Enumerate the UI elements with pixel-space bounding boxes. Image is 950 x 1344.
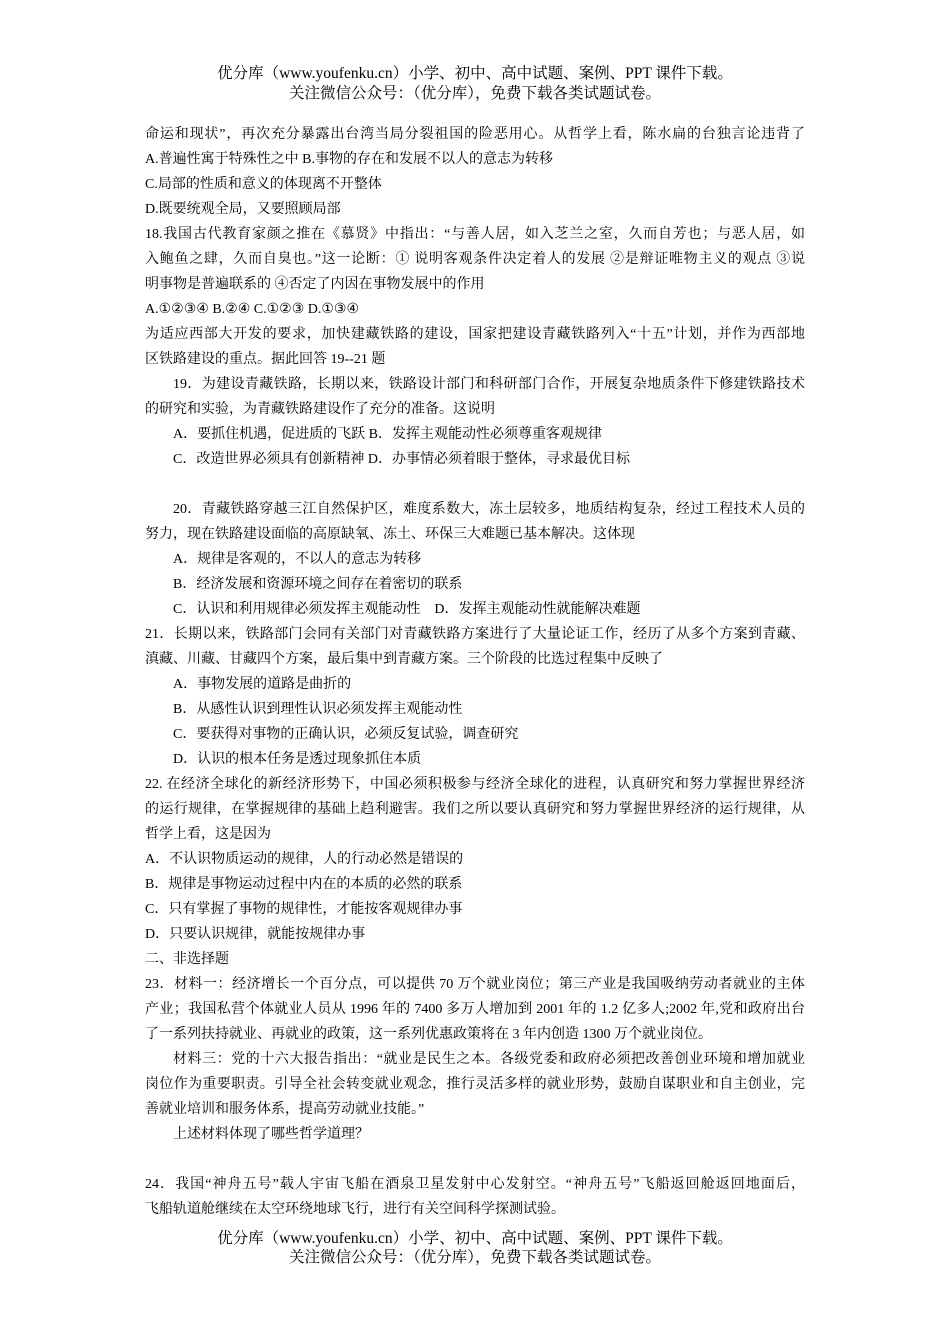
q22-option-b: B．规律是事物运动过程中内在的本质的必然的联系 — [145, 877, 463, 892]
spacer — [145, 1147, 805, 1172]
q17-option-c: C.局部的性质和意义的体现离不开整体 — [145, 177, 382, 192]
q17-stem-tail: 命运和现状”，再次充分暴露出台湾当局分裂祖国的险恶用心。从哲学上看，陈水扁的台独言论违背了 — [145, 127, 805, 142]
q21-option-b: B．从感性认识到理性认识必须发挥主观能动性 — [173, 702, 463, 717]
q19-options-a-b: A．要抓住机遇，促进质的飞跃 B．发挥主观能动性必须尊重客观规律 — [173, 427, 602, 442]
q18-options: A.①②③④ B.②④ C.①②③ D.①③④ — [145, 302, 360, 317]
section-2-title: 二、非选择题 — [145, 952, 229, 967]
exam-content — [145, 122, 805, 1222]
q21-stem-line: 21．长期以来，铁路部门会同有关部门对青藏铁路方案进行了大量论证工作，经历了从多个方案到青藏、 — [145, 627, 805, 642]
q19-stem-line: 的研究和实验，为青藏铁路建设作了充分的准备。这说明 — [145, 402, 495, 417]
q22-stem-line: 哲学上看，这是因为 — [145, 827, 271, 842]
q18-stem-line: 入鲍鱼之肆，久而自臭也。”这一论断：① 说明客观条件决定着人的发展 ②是辩证唯物主义的观点 ③说 — [145, 252, 805, 267]
q22-option-d: D．只要认识规律，就能按规律办事 — [145, 927, 366, 942]
q19-stem-line: 19．为建设青藏铁路，长期以来，铁路设计部门和科研部门合作，开展复杂地质条件下修建铁路技术 — [173, 377, 805, 392]
q23-material-3-line: 善就业培训和服务体系，提高劳动就业技能。” — [145, 1102, 425, 1117]
spacer — [145, 472, 805, 497]
intro-19-21-line: 区铁路建设的重点。据此回答 19--21 题 — [145, 352, 386, 367]
q21-option-a: A．事物发展的道路是曲折的 — [173, 677, 352, 692]
q22-option-a: A．不认识物质运动的规律，人的行动必然是错误的 — [145, 852, 464, 867]
q23-material-1-line: 了一系列扶持就业、再就业的政策，这一系列优惠政策将在 3 年内创造 1300 万个就业岗位。 — [145, 1027, 712, 1042]
q21-stem-line: 滇藏、川藏、甘藏四个方案，最后集中到青藏方案。三个阶段的比选过程集中反映了 — [145, 652, 663, 667]
q20-options-c-d: C．认识和利用规律必须发挥主观能动性 D．发挥主观能动性就能解决难题 — [173, 602, 641, 617]
page-footer — [0, 1229, 950, 1267]
q20-option-b: B．经济发展和资源环境之间存在着密切的联系 — [173, 577, 463, 592]
q23-question: 上述材料体现了哪些哲学道理？ — [173, 1127, 369, 1142]
q19-options-c-d: C．改造世界必须具有创新精神 D．办事情必须着眼于整体，寻求最优目标 — [173, 452, 630, 467]
page-header — [0, 64, 950, 104]
q21-option-c: C．要获得对事物的正确认识，必须反复试验，调查研究 — [173, 727, 519, 742]
q23-material-3-line: 材料三：党的十六大报告指出：“就业是民生之本。各级党委和政府必须把改善创业环境和增加就业 — [173, 1052, 805, 1067]
q21-option-d: D．认识的根本任务是透过现象抓住本质 — [173, 752, 422, 767]
intro-19-21-line: 为适应西部大开发的要求，加快建藏铁路的建设，国家把建设青藏铁路列入“十五”计划，并作为西部地 — [145, 327, 805, 342]
q24-stem-line: 24．我国“神舟五号”载人宇宙飞船在酒泉卫星发射中心发射空。“神舟五号”飞船返回舱返回地面后， — [145, 1177, 805, 1192]
q20-stem-line: 20．青藏铁路穿越三江自然保护区，难度系数大，冻土层较多，地质结构复杂，经过工程技术人员的 — [173, 502, 805, 517]
q20-stem-line: 努力，现在铁路建设面临的高原缺氧、冻土、环保三大难题已基本解决。这体现 — [145, 527, 635, 542]
footer-site-line: 优分库（www.youfenku.cn）小学、初中、高中试题、案例、PPT 课件下载。 — [217, 1230, 733, 1247]
q18-stem-line: 明事物是普遍联系的 ④否定了内因在事物发展中的作用 — [145, 277, 485, 292]
header-site-line: 优分库（www.youfenku.cn）小学、初中、高中试题、案例、PPT 课件下载。 — [217, 65, 733, 82]
q17-options-a-b: A.普遍性寓于特殊性之中 B.事物的存在和发展不以人的意志为转移 — [145, 152, 553, 167]
q23-material-1-line: 23．材料一：经济增长一个百分点，可以提供 70 万个就业岗位；第三产业是我国吸纳劳动者就业的主体 — [145, 977, 805, 992]
header-wechat-line: 关注微信公众号：（优分库），免费下载各类试题试卷。 — [288, 85, 661, 102]
q20-option-a: A．规律是客观的，不以人的意志为转移 — [173, 552, 422, 567]
q22-stem-line: 22. 在经济全球化的新经济形势下，中国必须积极参与经济全球化的进程，认真研究和努力掌握世界经济 — [145, 777, 805, 792]
q18-stem-line: 18.我国古代教育家颜之推在《慕贤》中指出：“与善人居，如入芝兰之室，久而自芳也；与恶人居，如 — [145, 227, 805, 242]
q22-stem-line: 的运行规律，在掌握规律的基础上趋利避害。我们之所以要认真研究和努力掌握世界经济的运行规律，从 — [145, 802, 805, 817]
q23-material-1-line: 产业；我国私营个体就业人员从 1996 年的 7400 多万人增加到 2001 年的 1.2 亿多人;2002 年,党和政府出台 — [145, 1002, 805, 1017]
q22-option-c: C．只有掌握了事物的规律性，才能按客观规律办事 — [145, 902, 463, 917]
footer-wechat-line: 关注微信公众号：（优分库），免费下载各类试题试卷。 — [288, 1249, 661, 1266]
q23-material-3-line: 岗位作为重要职责。引导全社会转变就业观念，推行灵活多样的就业形势，鼓励自谋职业和自主创业，完 — [145, 1077, 805, 1092]
q17-option-d: D.既要统观全局，又要照顾局部 — [145, 202, 341, 217]
q24-stem-line: 飞船轨道舱继续在太空环绕地球飞行，进行有关空间科学探测试验。 — [145, 1202, 565, 1217]
